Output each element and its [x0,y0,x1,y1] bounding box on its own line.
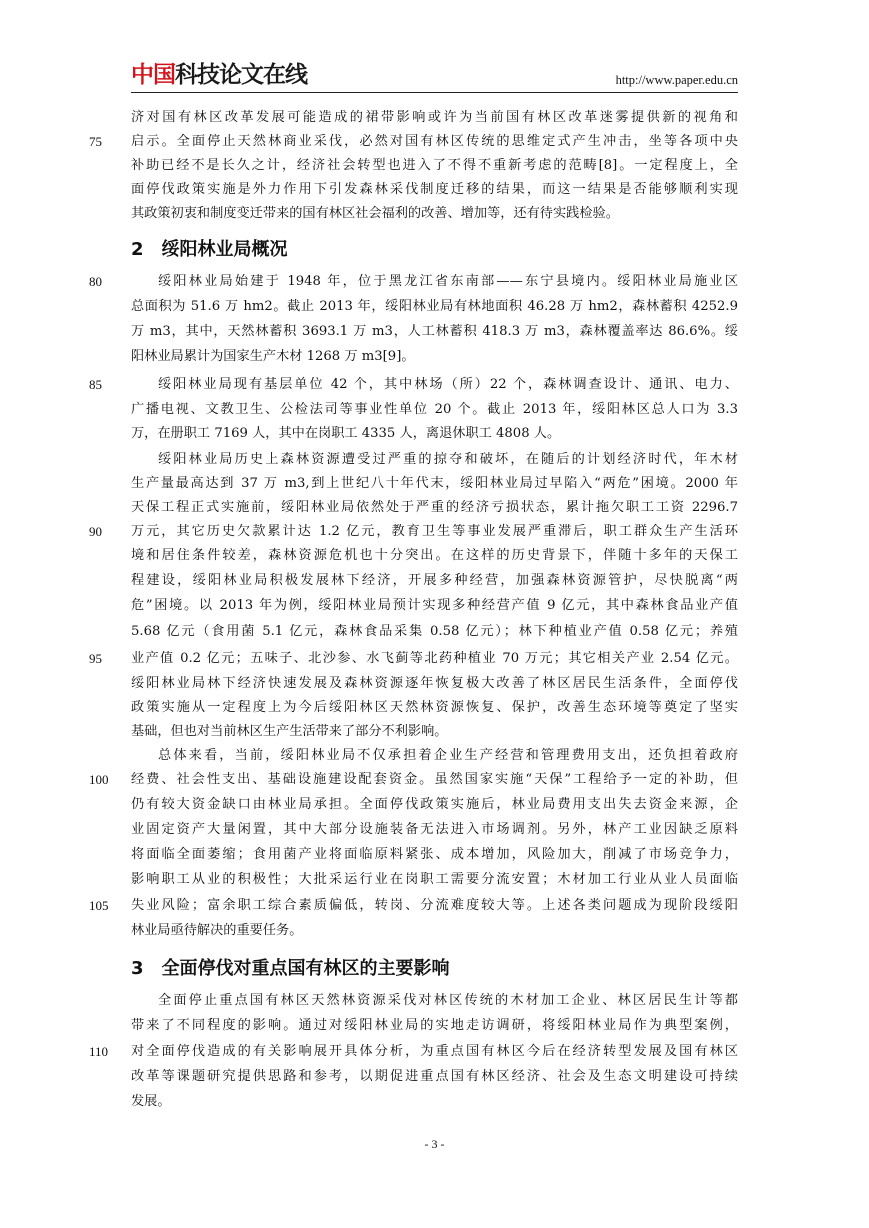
text-line: 万 m3，其中，天然林蓄积 3693.1 万 m3，人工林蓄积 418.3 万 m3，森林覆盖率达 86.6%。绥 [131,324,738,339]
text-line: 面停伐政策实施是外力作用下引发森林采伐制度迁移的结果，而这一结果是否能够顺利实现 [131,182,738,197]
text-line: 广播电视、文教卫生、公检法司等事业性单位 20 个。截止 2013 年，绥阳林区总人口为 3.3 [131,402,738,417]
line-number: 90 [89,524,102,539]
text-line: 危”困境。以 2013 年为例，绥阳林业局预计实现多种经营产值 9 亿元，其中森林食品业产值 [131,598,738,613]
text-line: 境和居住条件较差，森林资源危机也十分突出。在这样的历史背景下，伴随十多年的天保工 [131,548,738,563]
text-line: 其政策初衷和制度变迁带来的国有林区社会福利的改善、增加等，还有待实践检验。 [131,206,619,221]
text-line: 补助已经不是长久之计，经济社会转型也进入了不得不重新考虑的范畴[8]。一定程度上，全 [131,158,738,173]
text-line: 将面临全面萎缩；食用菌产业将面临原料紧张、成本增加，风险加大，削减了市场竞争力， [131,847,738,862]
text-line: 失业风险；富余职工综合素质偏低，转岗、分流难度较大等。上述各类问题成为现阶段绥阳 [131,898,738,913]
line-number: 80 [89,274,102,289]
text-line: 改革等课题研究提供思路和参考，以期促进重点国有林区经济、社会及生态文明建设可持续 [131,1069,738,1084]
line-number: 75 [89,134,102,149]
text-line: 经费、社会性支出、基础设施建设配套资金。虽然国家实施“天保”工程给予一定的补助，但 [131,772,738,787]
page-number: - 3 - [424,1137,445,1151]
text-line: 业固定资产大量闲置，其中大部分设施装备无法进入市场调剂。另外，林产工业因缺乏原料 [131,822,738,837]
section-heading-2: 2 绥阳林业局概况 [131,239,288,260]
text-line: 生产量最高达到 37 万 m3,到上世纪八十年代末，绥阳林业局过早陷入“两危”困境。2000 年 [131,476,738,491]
text-line: 全面停止重点国有林区天然林资源采伐对林区传统的木材加工企业、林区居民生计等都 [158,993,738,1008]
text-line: 影响职工从业的积极性；大批采运行业在岗职工需要分流安置；木材加工行业从业人员面临 [131,872,738,887]
text-line: 带来了不同程度的影响。通过对绥阳林业局的实地走访调研，将绥阳林业局作为典型案例， [131,1018,738,1033]
header-url[interactable]: http://www.paper.edu.cn [615,73,738,87]
text-line: 启示。全面停止天然林商业采伐，必然对国有林区传统的思维定式产生冲击，坐等各项中央 [131,134,738,149]
logo-red-text: 中国 [131,62,175,88]
line-number: 105 [89,898,109,913]
journal-logo [131,60,307,90]
text-line: 万元，其它历史欠款累计达 1.2 亿元，教育卫生等事业发展严重滞后，职工群众生产生活环 [131,524,738,539]
text-line: 对全面停伐造成的有关影响展开具体分析，为重点国有林区今后在经济转型发展及国有林区 [131,1044,738,1059]
header-rule [131,92,738,93]
text-line: 万，在册职工 7169 人，其中在岗职工 4335 人，离退休职工 4808 人。 [131,426,561,441]
line-number: 100 [89,772,109,787]
text-line: 程建设，绥阳林业局积极发展林下经济，开展多种经营，加强森林资源管护，尽快脱离“两 [131,573,738,588]
text-line: 政策实施从一定程度上为今后绥阳林区天然林资源恢复、保护，改善生态环境等奠定了坚实 [131,700,738,715]
text-line: 总面积为 51.6 万 hm2。截止 2013 年，绥阳林业局有林地面积 46.28 万 hm2，森林蓄积 4252.9 [131,299,738,314]
section-heading-3: 3 全面停伐对重点国有林区的主要影响 [131,958,450,979]
line-number: 95 [89,651,102,666]
text-line: 基础，但也对当前林区生产生活带来了部分不利影响。 [131,724,448,739]
text-line: 业产值 0.2 亿元；五味子、北沙参、水飞蓟等北药种植业 70 万元；其它相关产业 2.54 亿元。 [131,651,738,666]
text-line: 5.68 亿元（食用菌 5.1 亿元，森林食品采集 0.58 亿元）；林下种植业产值 0.58 亿元；养殖 [131,624,738,639]
text-line: 林业局亟待解决的重要任务。 [131,923,303,938]
text-line: 仍有较大资金缺口由林业局承担。全面停伐政策实施后，林业局费用支出失去资金来源，企 [131,797,738,812]
text-line: 总体来看，当前，绥阳林业局不仅承担着企业生产经营和管理费用支出，还负担着政府 [158,748,738,763]
text-line: 阳林业局累计为国家生产木材 1268 万 m3[9]。 [131,349,415,364]
line-number: 85 [89,377,102,392]
text-line: 发展。 [131,1094,171,1109]
text-line: 天保工程正式实施前，绥阳林业局依然处于严重的经济亏损状态，累计拖欠职工工资 2296.7 [131,500,738,515]
logo-dark-text: 科技论文在线 [175,62,307,88]
text-line: 绥阳林业局历史上森林资源遭受过严重的掠夺和破坏，在随后的计划经济时代，年木材 [158,452,738,467]
line-number: 110 [89,1044,109,1059]
text-line: 济对国有林区改革发展可能造成的裙带影响或许为当前国有林区改革迷雾提供新的视角和 [131,110,738,125]
text-line: 绥阳林业局现有基层单位 42 个，其中林场（所）22 个，森林调查设计、通讯、电力、 [158,377,738,392]
page-header [131,60,738,90]
text-line: 绥阳林业局始建于 1948 年，位于黑龙江省东南部——东宁县境内。绥阳林业局施业区 [158,274,738,289]
text-line: 绥阳林业局林下经济快速发展及森林资源逐年恢复极大改善了林区居民生活条件，全面停伐 [131,676,738,691]
